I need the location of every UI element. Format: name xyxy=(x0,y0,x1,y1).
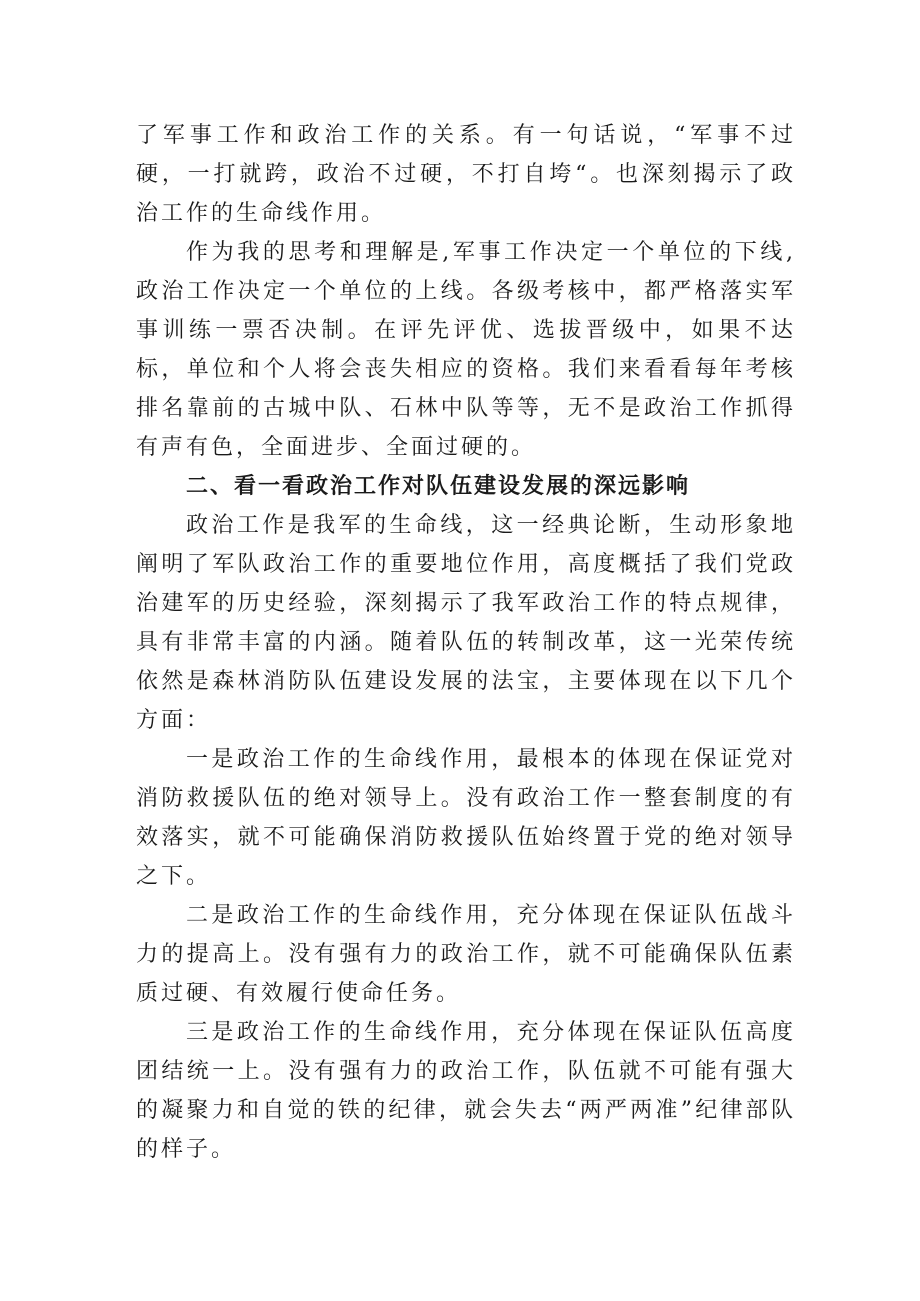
paragraph-lifeline-intro: 政治工作是我军的生命线，这一经典论断，生动形象地阐明了军队政治工作的重要地位作用，高度概括了我们党政治建军的历史经验，深刻揭示了我军政治工作的特点规律，具有非常丰富的内涵。随着队伍的转制改革，这一光荣传统依然是森林消防队伍建设发展的法宝，主要体现在以下几个方面： xyxy=(136,513,796,733)
section-heading: 二、看一看政治工作对队伍建设发展的深远影响 xyxy=(186,474,691,499)
document-body xyxy=(136,116,796,1169)
paragraph-point-one: 一是政治工作的生命线作用，最根本的体现在保证党对消防救援队伍的绝对领导上。没有政治工作一整套制度的有效落实，就不可能确保消防救援队伍始终置于党的绝对领导之下。 xyxy=(136,747,796,889)
paragraph-continued: 了军事工作和政治工作的关系。有一句话说，“军事不过硬，一打就跨，政治不过硬，不打自垮“。也深刻揭示了政治工作的生命线作用。 xyxy=(136,123,796,226)
paragraph-point-three: 三是政治工作的生命线作用，充分体现在保证队伍高度团结统一上。没有强有力的政治工作，队伍就不可能有强大的凝聚力和自觉的铁的纪律，就会失去“两严两准”纪律部队的样子。 xyxy=(136,1020,796,1162)
paragraph-thinking: 作为我的思考和理解是,军事工作决定一个单位的下线,政治工作决定一个单位的上线。各级考核中，都严格落实军事训练一票否决制。在评先评优、选拔晋级中，如果不达标，单位和个人将会丧失相应的资格。我们来看看每年考核排名靠前的古城中队、石林中队等等，无不是政治工作抓得有声有色，全面进步、全面过硬的。 xyxy=(136,240,796,460)
paragraph-point-two: 二是政治工作的生命线作用，充分体现在保证队伍战斗力的提高上。没有强有力的政治工作，就不可能确保队伍素质过硬、有效履行使命任务。 xyxy=(136,903,796,1006)
